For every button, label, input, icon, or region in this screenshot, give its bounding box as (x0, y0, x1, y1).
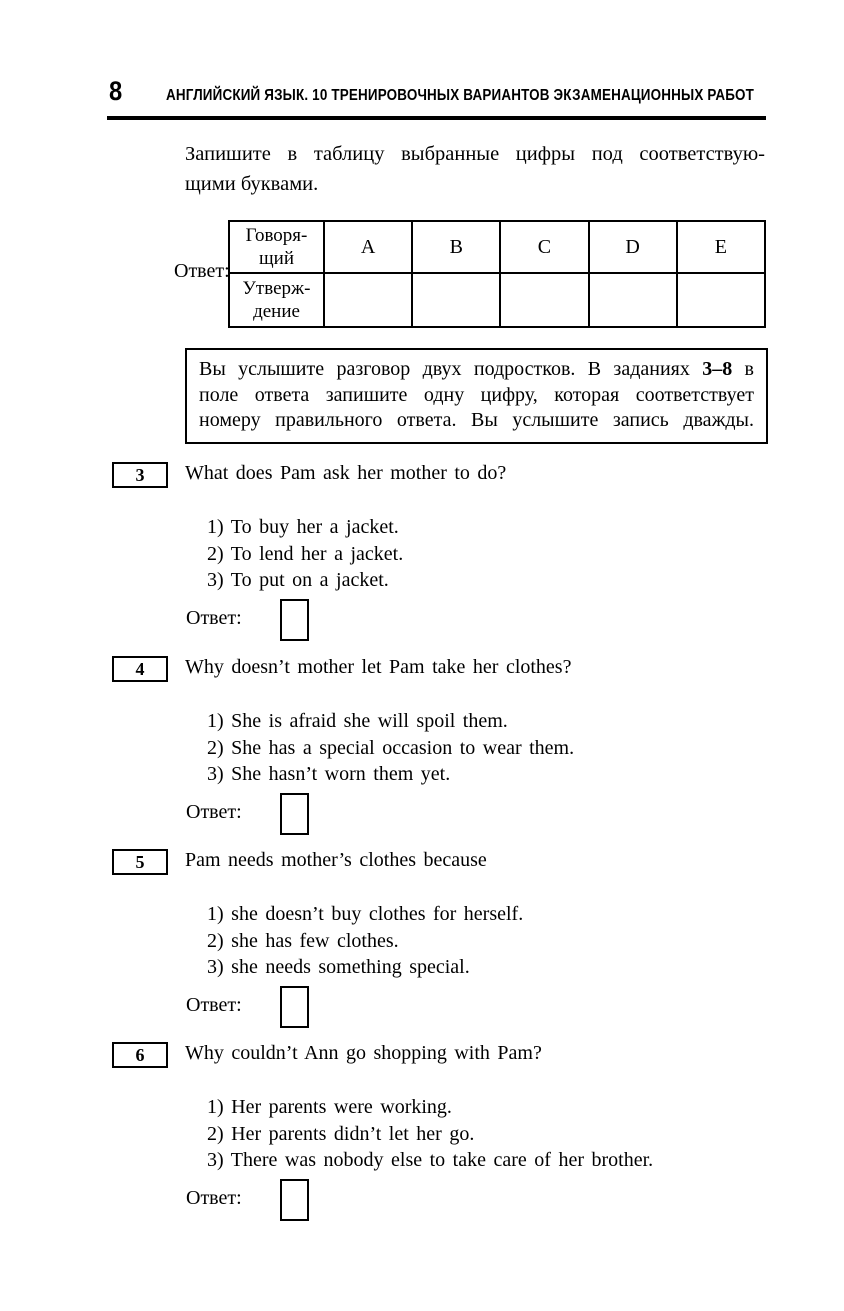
intro-line-2: щими буквами. (185, 173, 319, 195)
question-block-4 (0, 655, 844, 847)
answer-label: Ответ: (186, 1187, 242, 1209)
option-item-2: 2) To lend her a jacket. (207, 542, 404, 565)
answer-cell-d[interactable] (589, 273, 677, 327)
question-number-box: 5 (112, 849, 168, 875)
question-text: What does Pam ask her mother to do? (185, 462, 507, 484)
column-header-d: D (589, 221, 677, 273)
option-item-2: 2) She has a special occasion to wear them. (207, 736, 575, 759)
answer-label: Ответ: (186, 994, 242, 1016)
answer-cell-c[interactable] (500, 273, 588, 327)
table-answer-label: Ответ: (174, 260, 230, 282)
statement-label-line-1: Утверж- (242, 278, 311, 299)
option-item-1: 1) she doesn’t buy clothes for herself. (207, 903, 524, 925)
intro-paragraph (185, 139, 765, 199)
answer-input-box[interactable] (280, 599, 309, 641)
answers-table (228, 220, 766, 328)
running-head-title: АНГЛИЙСКИЙ ЯЗЫК. 10 ТРЕНИРОВОЧНЫХ ВАРИАНТОВ ЭКЗАМЕНАЦИОННЫХ РАБОТ (166, 87, 755, 104)
instruction-line-1-pre: Вы услышите разговор двух подростков. В заданиях (199, 358, 703, 380)
option-item-3: 3) She hasn’t worn them yet. (207, 763, 451, 785)
instruction-line-2: поле ответа запишите одну цифру, которая соответствует (199, 383, 754, 406)
question-block-5 (0, 848, 844, 1040)
instruction-line-1 (199, 357, 754, 383)
option-item-3: 3) To put on a jacket. (207, 569, 389, 591)
options-list (207, 514, 403, 594)
option-item-2: 2) Her parents didn’t let her go. (207, 1122, 475, 1145)
speaker-label-line-1: Говоря- (245, 225, 308, 246)
option-item-3: 3) There was nobody else to take care of her brother. (207, 1149, 654, 1171)
answer-cell-b[interactable] (412, 273, 500, 327)
intro-line-1: Запишите в таблицу выбранные цифры под соответствую- (185, 143, 765, 165)
options-list (207, 901, 523, 981)
speaker-row-header (229, 221, 324, 273)
statement-label-line-2: дение (253, 301, 300, 322)
speaker-label-line-2: щий (259, 248, 294, 269)
column-header-e: E (677, 221, 765, 273)
answer-input-box[interactable] (280, 793, 309, 835)
option-item-1: 1) To buy her a jacket. (207, 516, 399, 538)
column-header-a: A (324, 221, 412, 273)
column-header-b: B (412, 221, 500, 273)
answer-label: Ответ: (186, 607, 242, 629)
column-header-c: C (500, 221, 588, 273)
question-block-3 (0, 461, 844, 653)
question-text: Why couldn’t Ann go shopping with Pam? (185, 1042, 542, 1064)
answer-input-box[interactable] (280, 986, 309, 1028)
option-item-1: 1) She is afraid she will spoil them. (207, 710, 508, 732)
options-list (207, 1094, 653, 1174)
answer-cell-a[interactable] (324, 273, 412, 327)
question-text: Pam needs mother’s clothes because (185, 849, 487, 871)
answer-input-box[interactable] (280, 1179, 309, 1221)
options-list (207, 708, 574, 788)
option-item-2: 2) she has few clothes. (207, 929, 399, 952)
instruction-line-3: номеру правильного ответа. Вы услышите запись дважды. (199, 409, 754, 431)
option-item-3: 3) she needs something special. (207, 956, 470, 978)
instruction-line-1-post: в (732, 358, 754, 380)
listening-instruction-box (185, 348, 768, 444)
page-number: 8 (109, 76, 123, 106)
question-number-box: 6 (112, 1042, 168, 1068)
question-text: Why doesn’t mother let Pam take her clothes? (185, 656, 572, 678)
answer-label: Ответ: (186, 801, 242, 823)
statement-row-header (229, 273, 324, 327)
question-number-box: 4 (112, 656, 168, 682)
question-block-6 (0, 1041, 844, 1233)
option-item-1: 1) Her parents were working. (207, 1096, 452, 1118)
question-number-box: 3 (112, 462, 168, 488)
answer-cell-e[interactable] (677, 273, 765, 327)
task-range: 3–8 (702, 358, 733, 380)
header-divider-rule (107, 116, 766, 120)
